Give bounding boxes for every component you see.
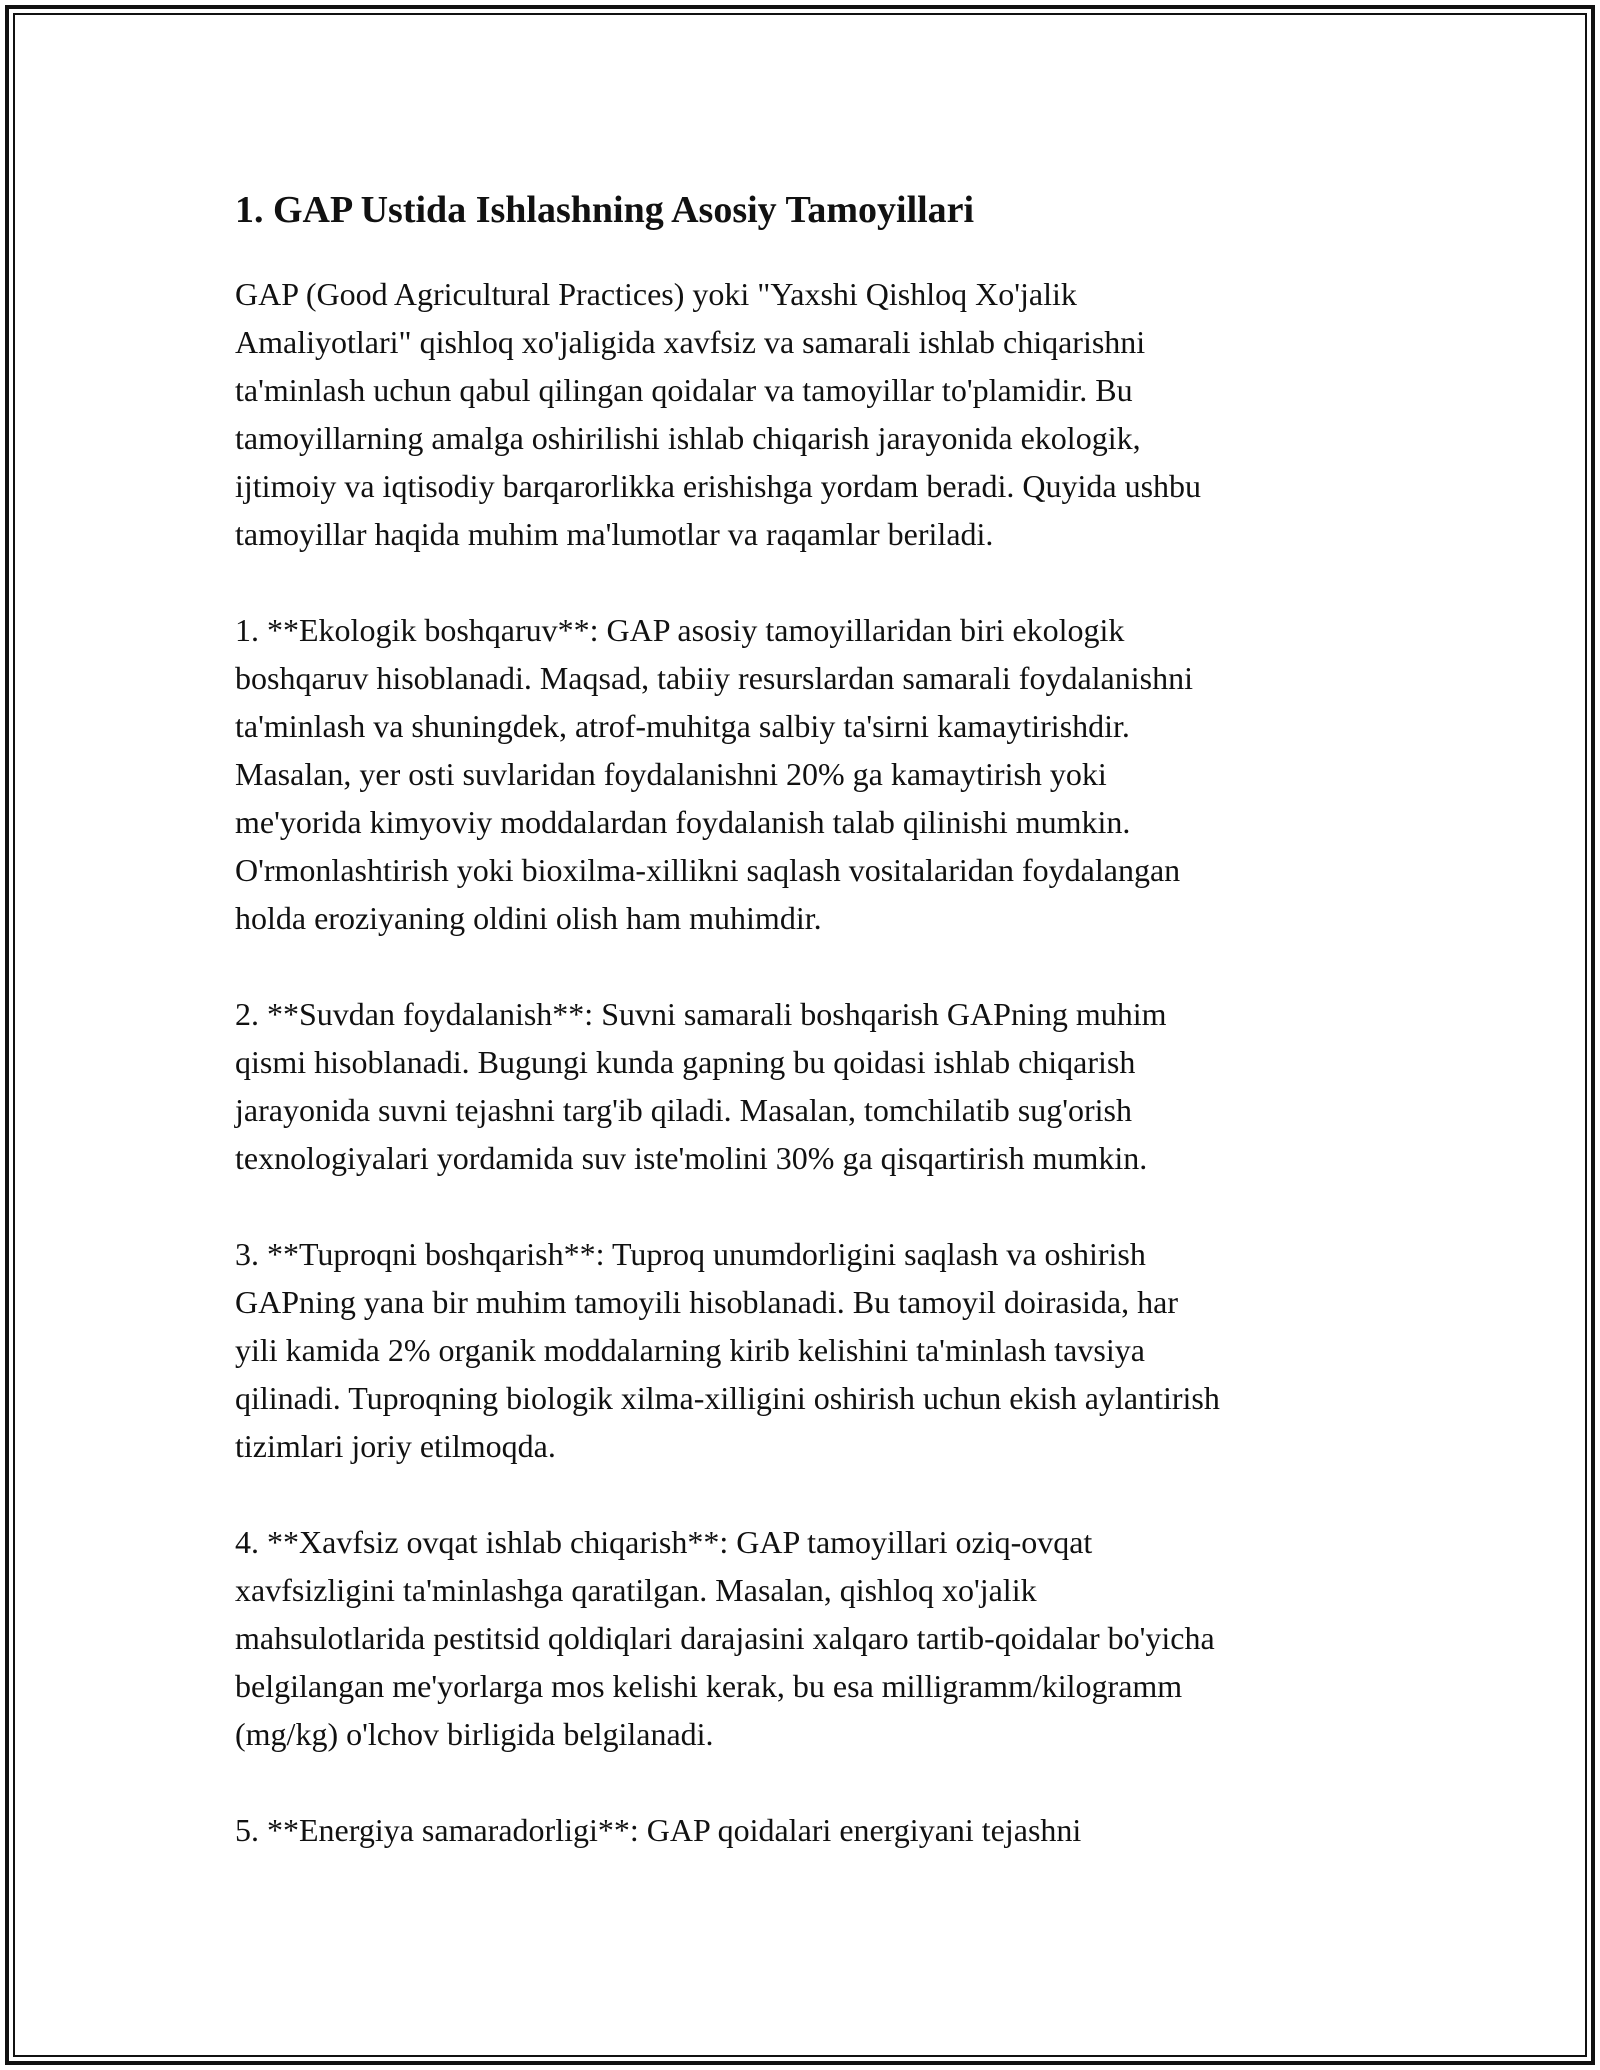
principle-soil-management: 3. **Tuproqni boshqarish**: Tuproq unumdorligini saqlash va oshirish GAPning yana bir muhim tamoyili hisoblanadi. Bu tamoyil doirasida, har yili kamida 2% organik moddalarning kirib kelishini ta'minlash tavsiya qilinadi. Tuproqning biologik xilma-xilligini oshirish uchun ekish aylantirish tizimlari joriy etilmoqda. xyxy=(235,1236,1220,1464)
document-body xyxy=(235,186,1375,1902)
document-title: 1. GAP Ustida Ishlashning Asosiy Tamoyillari xyxy=(235,189,975,231)
intro-paragraph: GAP (Good Agricultural Practices) yoki "Yaxshi Qishloq Xo'jalik Amaliyotlari" qishloq xo'jaligida xavfsiz va samarali ishlab chiqarishni ta'minlash uchun qabul qilingan qoidalar va tamoyillar to'plamidir. Bu tamoyillarning amalga oshirilishi ishlab chiqarish jarayonida ekologik, ijtimoiy va iqtisodiy barqarorlikka erishishga yordam beradi. Quyida ushbu tamoyillar haqida muhim ma'lumotlar va raqamlar beriladi. xyxy=(235,276,1202,552)
principle-energy-efficiency: 5. **Energiya samaradorligi**: GAP qoidalari energiyani tejashni xyxy=(235,1812,1082,1848)
principle-water-use: 2. **Suvdan foydalanish**: Suvni samarali boshqarish GAPning muhim qismi hisoblanadi. Bugungi kunda gapning bu qoidasi ishlab chiqarish jarayonida suvni tejashni targ'ib qiladi. Masalan, tomchilatib sug'orish texnologiyalari yordamida suv iste'molini 30% ga qisqartirish mumkin. xyxy=(235,996,1167,1176)
principle-ecological-management: 1. **Ekologik boshqaruv**: GAP asosiy tamoyillaridan biri ekologik boshqaruv hisoblanadi. Maqsad, tabiiy resurslardan samarali foydalanishni ta'minlash va shuningdek, atrof-muhitga salbiy ta'sirni kamaytirishdir. Masalan, yer osti suvlaridan foydalanishni 20% ga kamaytirish yoki me'yorida kimyoviy moddalardan foydalanish talab qilinishi mumkin. O'rmonlashtirish yoki bioxilma-xillikni saqlash vositalaridan foydalangan holda eroziyaning oldini olish ham muhimdir. xyxy=(235,612,1193,936)
principle-safe-food-production: 4. **Xavfsiz ovqat ishlab chiqarish**: GAP tamoyillari oziq-ovqat xavfsizligini ta'minlashga qaratilgan. Masalan, qishloq xo'jalik mahsulotlarida pestitsid qoldiqlari darajasini xalqaro tartib-qoidalar bo'yicha belgilangan me'yorlarga mos kelishi kerak, bu esa milligramm/kilogramm (mg/kg) o'lchov birligida belgilanadi. xyxy=(235,1524,1215,1752)
